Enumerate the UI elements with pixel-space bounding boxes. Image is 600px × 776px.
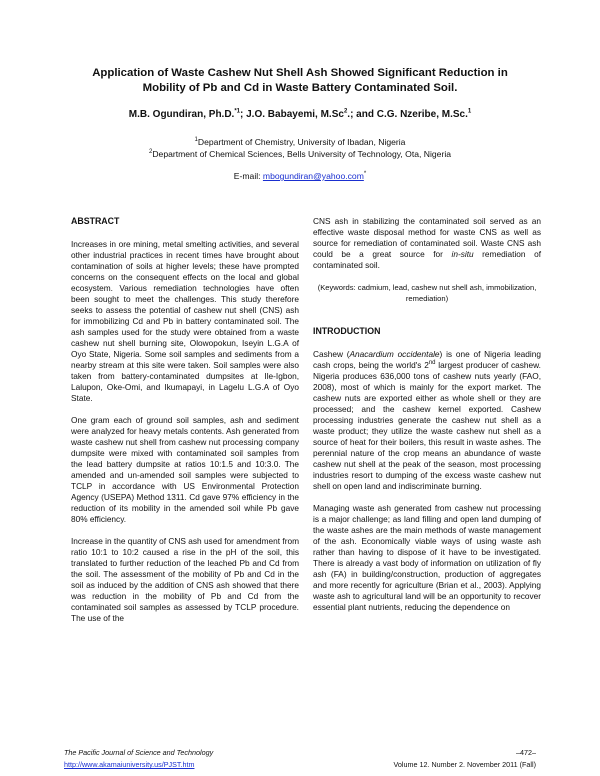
abstract-cont-text-a: CNS ash in stabilizing the contaminated soil served as an effective waste disposal method for waste CNS as well as source for remediation of contaminated soil. Waste CNS ash could be a great source for: [313, 216, 541, 259]
left-column: [71, 216, 299, 624]
intro-text-c: largest producer of cashew. Nigeria produces 636,000 tons of cashew nuts yearly (FAO, 2008), most of which is mainly for the export market. The cashew nuts are exported either as whole shell or they are processed; and the cashew kernel exported. Cashew processing industries generate the cashew nut shell as a waste product; they utilize the waste cashew nut shell as a source of heat for their boilers, this result in waste ashes. The perennial nature of the crop means an abundance of waste cashew nut shell at the peak of the season, most processing industries resort to dumping of the excess waste cashew nut shell on open land and indiscriminate burning.: [313, 360, 541, 491]
abstract-paragraph-1: Increases in ore mining, metal smelting activities, and several other industrial practices in recent times have brought about contamination of soils at higher levels; these have prompted concerns on the consequent effects on the local and global ecosystem. Various remediation technologies have often been sought to meet the challenges. This study therefore seeks to assess the potential of cashew nut shell (CNS) ash for immobilizing Cd and Pb in battery contaminated soil. The ash samples used for the study were obtained from a waste cashew nut shell burning site, Olowopokun, Iseyin L.G.A of Oyo State, Nigeria. Some soil samples and sediments from a nearby stream at this site were taken. Soil samples were also taken from battery-contaminated dumpsites at Ile-Igbon, Lalupon, Oke-Omi, and Ikumapayi, in Lagelu L.G.A of Oyo State.: [71, 239, 299, 403]
email-line: [40, 171, 560, 181]
author-2: ; J.O. Babayemi, M.Sc: [240, 109, 344, 120]
abstract-paragraph-2: One gram each of ground soil samples, ash and sediment were analyzed for heavy metals contents. Ash generated from waste cashew nut shell from cashew nut processing company dumpsite were mixed with contaminated soil samples from the lead battery dumpsite at ratios 10:1.5 and 10:3.0. The amended and un-amended soil samples were subjected to TCLP in accordance with US Environmental Protection Agency (USEPA) Method 1311. Cd gave 97% efficiency in the reduction of its mobility in the amended soil while Pb gave 80% efficiency.: [71, 415, 299, 524]
title-line-2: Mobility of Pb and Cd in Waste Battery Contaminated Soil.: [142, 82, 458, 94]
paper-title: [60, 66, 540, 96]
author-3: .; and C.G. Nzeribe, M.Sc.: [347, 109, 468, 120]
right-column: [313, 216, 541, 613]
intro-ordinal-sup: nd: [428, 360, 436, 367]
journal-url-link[interactable]: http://www.akamaiuniversity.us/PJST.htm: [64, 760, 195, 769]
abstract-cont-text-b: remediation of contaminated soil.: [313, 249, 541, 270]
affiliation-1-text: Department of Chemistry, University of Ibadan, Nigeria: [197, 137, 406, 147]
introduction-paragraph-2: Managing waste ash generated from cashew nut processing is a major challenge; as land filling and open land dumping of the waste ashes are the main methods of waste management of the ash. Economically viable ways of using waste ash rather than having to dispose of it have to be investigated. There is already a vast body of information on utilization of fly ash (FA) in building/construction, production of aggregates and more recently for agriculture (Brian et al., 2003). Applying waste ash to agricultural land will be an opportunity to recover essential plant nutrients, reducing the dependence on: [313, 503, 541, 612]
introduction-heading: INTRODUCTION: [313, 326, 381, 336]
introduction-paragraph-1: [313, 349, 541, 492]
abstract-heading: ABSTRACT: [71, 216, 120, 226]
author-2-marker: 2: [343, 108, 348, 115]
affiliation-2-marker: 2: [148, 149, 153, 156]
author-1-marker: *1: [234, 108, 241, 115]
page-number: –472–: [516, 748, 536, 757]
intro-species-italic: Anacardium occidentale: [349, 349, 440, 359]
affiliation-1: [40, 136, 560, 148]
author-1: M.B. Ogundiran, Ph.D.: [128, 109, 235, 120]
volume-info: Volume 12. Number 2. November 2011 (Fall): [393, 760, 536, 769]
author-list: [40, 108, 560, 121]
email-label: E-mail:: [233, 171, 263, 181]
affiliation-2-text: Department of Chemical Sciences, Bells University of Technology, Ota, Nigeria: [152, 149, 452, 159]
footer-left: [64, 747, 213, 771]
journal-name: The Pacific Journal of Science and Technology: [64, 748, 214, 757]
footer-right: [394, 747, 536, 771]
keywords: (Keywords: cadmium, lead, cashew nut shell ash, immobilization, remediation): [317, 283, 537, 303]
abstract-paragraph-3-continued: [313, 216, 541, 271]
intro-text-b: ) is one of Nigeria leading cash crops, being the world's 2: [313, 349, 541, 370]
affiliation-2: [40, 148, 560, 160]
affiliation-1-marker: 1: [194, 137, 198, 144]
intro-text-a: Cashew (: [313, 349, 350, 359]
email-link[interactable]: mbogundiran@yahoo.com: [262, 171, 364, 181]
author-3-marker: 1: [467, 108, 472, 115]
email-marker: *: [363, 171, 367, 178]
affiliations: [40, 136, 560, 160]
abstract-paragraph-3: Increase in the quantity of CNS ash used for amendment from ratio 10:1 to 10:2 caused a rise in the pH of the soil, this translated to further reduction of the leached Pb and Cd from the soil. The assessment of the mobility of Pb and Cd in the soil as induced by the addition of CNS ash showed that there was reduction in the mobility of Pb and Cd from the contaminated soil samples as assessed by TCLP procedure. The use of the: [71, 536, 299, 623]
abstract-cont-italic: in-situ: [451, 249, 474, 259]
title-line-1: Application of Waste Cashew Nut Shell Ash Showed Significant Reduction in: [92, 67, 508, 79]
